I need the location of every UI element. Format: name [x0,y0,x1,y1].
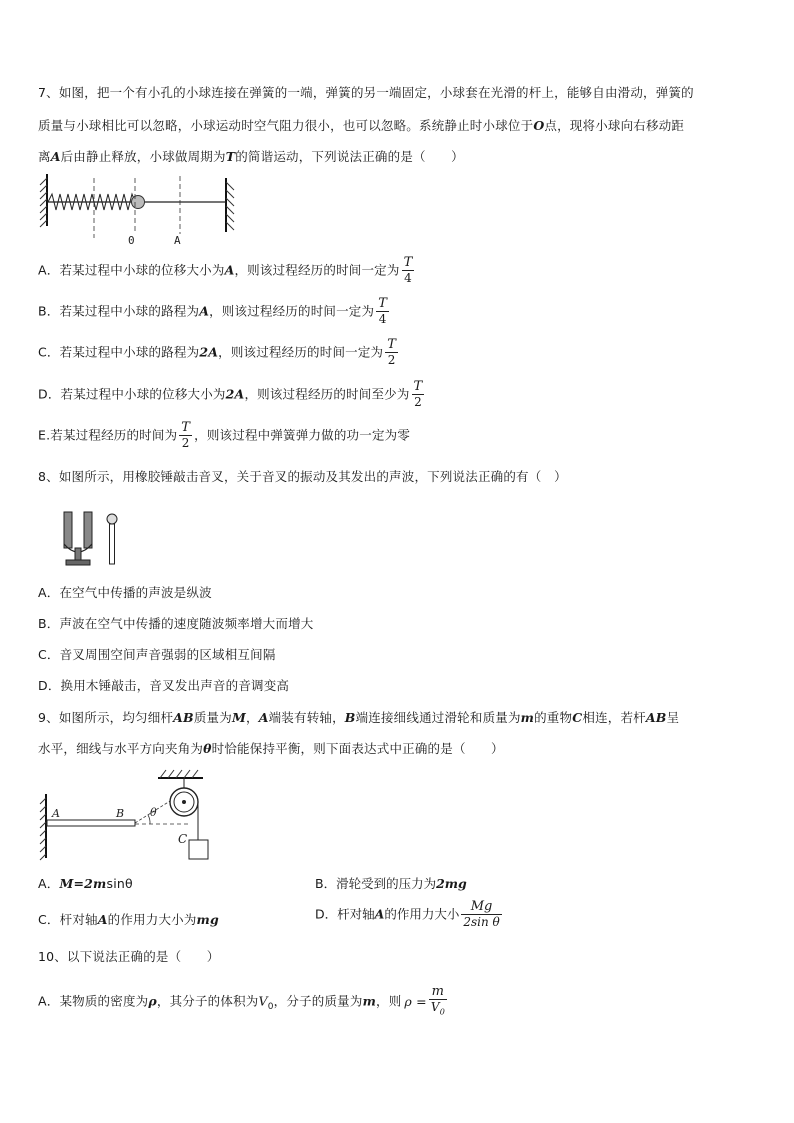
option-text: ，其分子的体积为 [156,993,259,1009]
spring-oscillator-figure [38,172,248,250]
q9-stem-line2 [38,739,504,757]
q8-option-c: C．音叉周围空间声音强弱的区域相互间隔 [38,647,276,662]
q8-option-d: D．换用木锤敲击，音叉发出声音的音调变高 [38,678,290,693]
label-theta: θ [150,806,157,819]
option-text: A．某物质的密度为 [38,993,149,1009]
fraction: $\frac{m}{V_0}$ [429,985,447,1019]
q7-stem-line2 [38,116,684,134]
q7-var-t: T [225,149,236,164]
q9-var: θ [203,741,212,756]
option-text: A．若某过程中小球的位移大小为 [38,262,225,278]
q9-var: B [344,710,356,725]
option-var: A [97,912,108,927]
option-text: ，则该过程中弹簧弹力做的功一定为零 [194,427,411,443]
q9-var: M [231,710,246,725]
option-text: ，则该过程经历的时间一定为 [234,262,400,278]
fraction-den: V [430,1000,440,1014]
option-var: 2A [199,344,219,360]
q7-var-a: A [50,149,61,164]
option-var: ρ [148,993,157,1009]
q9-text: 质量为 [193,710,232,725]
option-var: 2A [225,386,245,402]
q9-option-d [315,900,504,930]
q9-option-c [38,910,219,928]
q9-var: AB [173,710,194,725]
option-text: B．滑轮受到的压力为 [315,876,437,891]
q7-stem-line3 [38,147,464,165]
q7-stem-line1: 7、如图，把一个有小孔的小球连接在弹簧的一端，弹簧的另一端固定，小球套在光滑的杆上，能够自由滑动，弹簧的 [38,85,694,100]
option-text: sinθ [106,876,133,891]
q9-stem-line1 [38,708,679,726]
option-text: A． [38,876,60,891]
q9-var: AB [645,710,667,725]
option-expr: M=2m [59,876,107,891]
fraction: $\frac{Mg}{\text{2sin θ}}$ [463,899,500,929]
option-text: ，分子的质量为 [273,993,363,1009]
option-text: C．杆对轴 [38,912,98,927]
option-var: V [258,993,268,1009]
q9-text: 端连接细线通过滑轮和质量为 [355,710,521,725]
q7-text: 点，现将小球向右移动距 [544,118,685,133]
option-text: ，则 [376,993,402,1009]
fraction: $\frac{T}{2}$ [387,337,397,367]
q9-text: 端装有转轴， [268,710,345,725]
option-var: A [374,906,385,922]
q7-option-c [38,338,400,368]
q9-var: m [520,710,535,725]
option-text: D．若某过程中小球的位移大小为 [38,386,226,402]
tuning-fork-figure [58,508,124,568]
option-text: D．杆对轴 [315,906,375,922]
option-text: 的作用力大小 [384,906,460,922]
q9-option-b [315,874,467,892]
option-expr: mg [196,912,219,927]
option-text: ，则该过程经历的时间至少为 [244,386,410,402]
label-b: B [116,807,125,820]
q7-option-e [38,421,410,451]
fraction-den-sub: 0 [439,1007,445,1017]
q9-text: 9、如图所示，均匀细杆 [38,710,174,725]
q8-option-a: A．在空气中传播的声波是纵波 [38,585,212,600]
q7-var-o: O [533,118,545,133]
option-var: A [224,262,235,278]
q9-option-a [38,874,133,892]
q7-text: 离 [38,149,51,164]
q7-text: 的简谐运动，下列说法正确的是（ ） [235,149,464,164]
q10-option-a [38,985,449,1019]
label-a: A [174,234,181,247]
q10-stem: 10、以下说法正确的是（ ） [38,949,220,964]
q9-var: C [572,710,583,725]
option-sub: 0 [267,1002,274,1013]
option-text: 的作用力大小为 [107,912,197,927]
option-text: B．若某过程中小球的路程为 [38,303,200,319]
q7-option-b [38,297,391,327]
label-o: 0 [128,234,135,247]
q9-text: 水平，细线与水平方向夹角为 [38,741,204,756]
label-c: C [178,832,188,846]
q9-var: A [258,710,269,725]
option-text: ，则该过程经历的时间一定为 [209,303,375,319]
formula-lhs: ρ = [404,993,427,1009]
q9-text: 呈 [666,710,680,725]
fraction: $\frac{T}{4}$ [378,296,388,326]
q9-text: 相连，若杆 [582,710,646,725]
q8-option-b: B．声波在空气中传播的速度随波频率增大而增大 [38,616,314,631]
option-var: A [199,303,210,319]
option-text: C．若某过程中小球的路程为 [38,344,200,360]
fraction: $\frac{T}{4}$ [403,255,413,285]
option-text: E.若某过程经历的时间为 [38,427,178,443]
q9-text: ， [245,710,259,725]
q8-stem: 8、如图所示，用橡胶锤敲击音叉，关于音叉的振动及其发出的声波，下列说法正确的有（ ） [38,469,567,484]
q9-text: 时恰能保持平衡，则下面表达式中正确的是（ ） [211,741,504,756]
q7-text: 后由静止释放，小球做周期为 [60,149,226,164]
q7-option-d [38,380,426,410]
pulley-rod-figure [38,764,228,864]
fraction: $\frac{T}{2}$ [413,379,423,409]
q7-text: 质量与小球相比可以忽略，小球运动时空气阻力很小，也可以忽略。系统静止时小球位于 [38,118,534,133]
option-expr: 2mg [436,876,467,891]
option-text: ，则该过程经历的时间一定为 [218,344,384,360]
fraction: $\frac{T}{2}$ [181,420,191,450]
option-var: m [362,993,376,1009]
label-a: A [52,807,60,820]
q9-text: 的重物 [534,710,573,725]
q7-option-a [38,256,416,286]
